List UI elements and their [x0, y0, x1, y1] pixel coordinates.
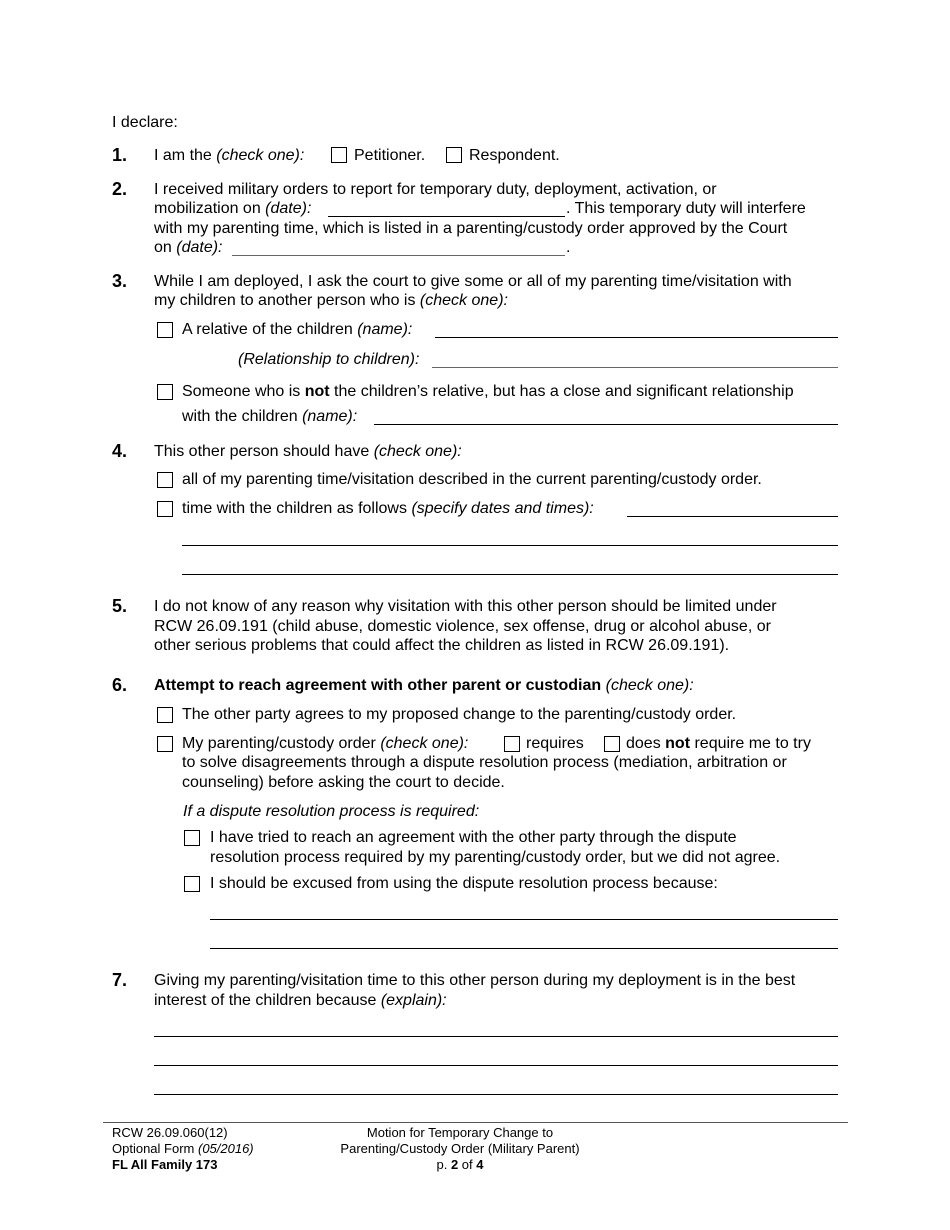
s3-optBa: Someone who is: [182, 383, 305, 400]
s4-l1a: This other person should have: [154, 443, 374, 460]
relative-checkbox[interactable]: [157, 322, 173, 338]
s6-title: [154, 676, 694, 696]
s2-l2a: mobilization on: [154, 200, 266, 217]
footer-page-number: 2: [450, 1157, 459, 1172]
s3-line2: [154, 291, 508, 311]
excused-reason-field-1[interactable]: [210, 919, 838, 920]
s4-l1hint: (check one):: [373, 443, 462, 460]
s2-line4: [154, 238, 223, 258]
s3-optAhint: (name):: [357, 321, 413, 338]
s6-optBhint: (check one):: [380, 735, 469, 752]
s7-line2: [154, 991, 447, 1011]
petitioner-checkbox[interactable]: [331, 147, 347, 163]
section-6-number: 6.: [112, 675, 128, 695]
s7-l2a: interest of the children because: [154, 992, 381, 1009]
s7-l2hint: (explain):: [380, 992, 447, 1009]
s6-optB-line3: counseling) before asking the court to decide.: [182, 774, 505, 791]
declare-label: I declare:: [112, 114, 178, 131]
section-2-number: 2.: [112, 179, 128, 199]
s4-optBhint: (specify dates and times):: [411, 500, 594, 517]
relative-label: [182, 320, 412, 340]
relationship-label: [238, 350, 419, 370]
footer-page: [300, 1157, 620, 1173]
agrees-checkbox[interactable]: [157, 707, 173, 723]
s2-l4a: on: [154, 239, 177, 256]
requires-label: requires: [526, 735, 584, 752]
s3-optBb: the children’s relative, but has a close and significant relationship: [329, 383, 794, 400]
excused-checkbox[interactable]: [184, 876, 200, 892]
tried-agreement-checkbox[interactable]: [184, 830, 200, 846]
tried-agreement-line2: resolution process required by my parenting/custody order, but we did not agree.: [210, 849, 781, 866]
s5-line1: I do not know of any reason why visitation with this other person should be limited under: [154, 598, 777, 615]
s2-line4b: .: [566, 239, 571, 256]
requires-checkbox[interactable]: [504, 736, 520, 752]
respondent-label: Respondent.: [469, 147, 560, 164]
footer-page-total: 4: [476, 1157, 484, 1172]
order-date-field[interactable]: [232, 255, 565, 256]
s2-line2a: [154, 199, 311, 219]
footer-rcw: RCW 26.09.060(12): [112, 1125, 228, 1140]
specified-time-label: [182, 499, 594, 519]
agrees-label: The other party agrees to my proposed change to the parenting/custody order.: [182, 706, 737, 723]
s4-line1: [154, 442, 462, 462]
respondent-checkbox[interactable]: [446, 147, 462, 163]
s3-optBbold: not: [304, 383, 330, 400]
s2-l2hint: (date):: [265, 200, 312, 217]
order-requirement-label: [182, 734, 468, 754]
s1-hint: (check one):: [216, 147, 305, 164]
s4-optBa: time with the children as follows: [182, 500, 412, 517]
does-not-require-checkbox[interactable]: [604, 736, 620, 752]
if-required-label: [183, 802, 479, 822]
footer-page-pre: p.: [436, 1157, 451, 1172]
specified-time-field-3[interactable]: [182, 574, 838, 575]
excused-reason-field-2[interactable]: [210, 948, 838, 949]
s1-pre: I am the: [154, 147, 217, 164]
tried-agreement-line1: I have tried to reach an agreement with the other party through the dispute: [210, 829, 737, 846]
footer-left: [112, 1125, 254, 1173]
all-time-checkbox[interactable]: [157, 472, 173, 488]
s6-title-hint: (check one):: [601, 677, 694, 694]
relative-name-field[interactable]: [435, 337, 838, 338]
non-relative-name-field[interactable]: [374, 424, 838, 425]
s6-doesBold: not: [665, 735, 691, 752]
s2-line3: with my parenting time, which is listed in a parenting/custody order approved by the Court: [154, 220, 788, 237]
section-5-number: 5.: [112, 596, 128, 616]
s3-l2a: my children to another person who is: [154, 292, 420, 309]
section-7-number: 7.: [112, 970, 128, 990]
specified-time-checkbox[interactable]: [157, 501, 173, 517]
section-1-text: [154, 146, 304, 166]
s5-line2: RCW 26.09.191 (child abuse, domestic violence, sex offense, drug or alcohol abuse, or: [154, 618, 771, 635]
section-4-number: 4.: [112, 441, 128, 461]
s6-doesA: does: [626, 735, 666, 752]
s2-line1: I received military orders to report for temporary duty, deployment, activation, or: [154, 181, 717, 198]
footer-divider: [103, 1122, 848, 1123]
s6-optBa: My parenting/custody order: [182, 735, 381, 752]
footer-optional: [112, 1141, 254, 1157]
s5-line3: other serious problems that could affect the children as listed in RCW 26.09.191).: [154, 637, 730, 654]
footer-center: [300, 1125, 620, 1173]
s3-line1: While I am deployed, I ask the court to give some or all of my parenting time/visitation with: [154, 273, 792, 290]
order-requirement-checkbox[interactable]: [157, 736, 173, 752]
relationship-field[interactable]: [432, 367, 838, 368]
s6-title-bold: Attempt to reach agreement with other parent or custodian: [154, 677, 602, 694]
s6-optB-line2: to solve disagreements through a dispute resolution process (mediation, arbitration or: [182, 754, 787, 771]
non-relative-label: [182, 382, 794, 402]
footer-form-code: FL All Family 173: [112, 1157, 218, 1172]
s3-optB2a: with the children: [182, 408, 303, 425]
footer-title-2: Parenting/Custody Order (Military Parent): [340, 1141, 580, 1156]
footer-optional-text: Optional Form: [112, 1141, 198, 1156]
best-interest-field-2[interactable]: [154, 1065, 838, 1066]
s3-relhint: (Relationship to children):: [238, 351, 420, 368]
s2-l4hint: (date):: [176, 239, 223, 256]
best-interest-field-1[interactable]: [154, 1036, 838, 1037]
petitioner-label: Petitioner.: [354, 147, 426, 164]
s7-line1: Giving my parenting/visitation time to this other person during my deployment is in the best: [154, 972, 796, 989]
specified-time-field-2[interactable]: [182, 545, 838, 546]
does-not-require-label: [626, 734, 811, 754]
section-1-number: 1.: [112, 145, 128, 165]
excused-label: I should be excused from using the dispute resolution process because:: [210, 875, 718, 892]
footer-page-mid: of: [458, 1157, 477, 1172]
section-3-number: 3.: [112, 271, 128, 291]
all-time-label: all of my parenting time/visitation described in the current parenting/custody order.: [182, 471, 762, 488]
footer-title-1: Motion for Temporary Change to: [366, 1125, 554, 1140]
specified-time-field-1[interactable]: [627, 516, 838, 517]
s3-l2hint: (check one):: [419, 292, 508, 309]
non-relative-checkbox[interactable]: [157, 384, 173, 400]
s3-optB2hint: (name):: [302, 408, 358, 425]
s6-ifReq: If a dispute resolution process is required:: [183, 803, 480, 820]
footer-optional-date: (05/2016): [197, 1141, 254, 1156]
s2-line2b: . This temporary duty will interfere: [566, 200, 806, 217]
s3-optA: A relative of the children: [182, 321, 358, 338]
deployment-date-field[interactable]: [328, 216, 565, 217]
s6-doesB: require me to try: [690, 735, 811, 752]
non-relative-line2: [182, 407, 357, 427]
best-interest-field-3[interactable]: [154, 1094, 838, 1095]
